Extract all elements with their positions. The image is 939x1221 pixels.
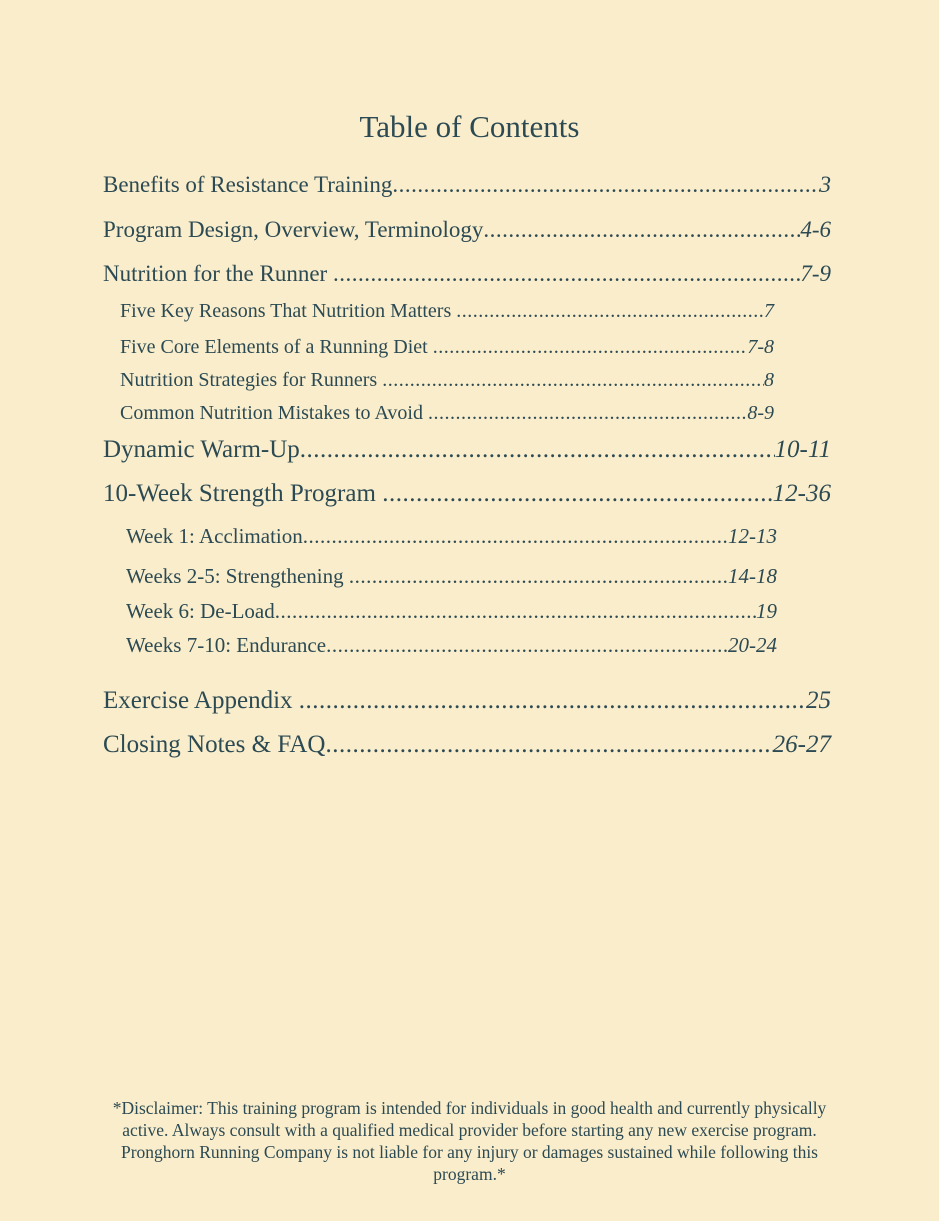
- dot-leader: [333, 261, 800, 287]
- toc-entry-pages: 25: [806, 687, 831, 714]
- toc-entry-label: Weeks 2-5: Strengthening: [126, 564, 349, 588]
- toc-entry-label: Dynamic Warm-Up: [103, 436, 300, 463]
- toc-entry-label: Five Core Elements of a Running Diet: [120, 336, 433, 358]
- toc-subentry-week-1: [126, 525, 777, 548]
- table-of-contents: [0, 172, 939, 759]
- toc-entry-pages: 7-9: [800, 261, 831, 286]
- dot-leader: [382, 480, 772, 508]
- dot-leader: [325, 731, 772, 759]
- dot-leader: [349, 565, 728, 588]
- dot-leader: [326, 634, 728, 657]
- toc-entry-label: Common Nutrition Mistakes to Avoid: [120, 402, 428, 424]
- dot-leader: [303, 525, 728, 548]
- dot-leader: [433, 336, 748, 359]
- toc-entry-exercise-appendix: [103, 687, 831, 715]
- toc-subentry-weeks-7-10: [126, 634, 777, 657]
- toc-entry-label: Week 1: Acclimation: [126, 524, 303, 548]
- toc-entry-label: Five Key Reasons That Nutrition Matters: [120, 300, 457, 322]
- toc-entry-closing-notes: [103, 731, 831, 759]
- toc-entry-label: Nutrition Strategies for Runners: [120, 369, 383, 391]
- toc-entry-label: Nutrition for the Runner: [103, 261, 333, 286]
- toc-entry-pages: 12-13: [728, 524, 777, 548]
- toc-entry-pages: 10-11: [774, 436, 831, 463]
- toc-entry-label: Closing Notes & FAQ: [103, 731, 326, 758]
- toc-entry-pages: 26-27: [772, 731, 831, 758]
- dot-leader: [275, 600, 756, 623]
- dot-leader: [382, 369, 764, 392]
- toc-entry-strength-program: [103, 480, 831, 508]
- page-title: Table of Contents: [359, 109, 580, 144]
- dot-leader: [456, 300, 764, 323]
- toc-entry-pages: 19: [756, 599, 777, 623]
- toc-entry-benefits: [103, 172, 831, 198]
- toc-entry-pages: 4-6: [800, 217, 831, 242]
- toc-subentry-common-mistakes: [120, 402, 774, 425]
- toc-entry-label: 10-Week Strength Program: [103, 480, 383, 507]
- dot-leader: [392, 172, 819, 198]
- toc-entry-label: Week 6: De-Load: [126, 599, 275, 623]
- toc-entry-label: Benefits of Resistance Training: [103, 172, 393, 197]
- toc-subentry-five-core-elements: [120, 336, 774, 359]
- disclaimer-text: *Disclaimer: This training program is intended for individuals in good health and currently physically active. Always consult with a qualified medical provider before starting any new exercise program. Pronghorn Running Company is not liable for any injury or damages sustained while following this program.*: [112, 1098, 827, 1184]
- toc-subentry-week-6: [126, 600, 777, 623]
- toc-entry-label: Weeks 7-10: Endurance: [126, 633, 327, 657]
- toc-entry-pages: 8: [764, 369, 774, 391]
- toc-entry-nutrition: [103, 261, 831, 287]
- toc-entry-program-design: [103, 217, 831, 243]
- dot-leader: [483, 217, 800, 243]
- toc-entry-pages: 8-9: [747, 402, 774, 424]
- page-footer: [0, 1097, 939, 1185]
- toc-subentry-weeks-2-5: [126, 565, 777, 588]
- toc-entry-pages: 20-24: [728, 633, 777, 657]
- toc-entry-label: Exercise Appendix: [103, 687, 299, 714]
- toc-entry-pages: 12-36: [772, 480, 831, 507]
- toc-entry-label: Program Design, Overview, Terminology: [103, 217, 484, 242]
- toc-entry-dynamic-warmup: [103, 436, 831, 464]
- toc-subentry-nutrition-strategies: [120, 369, 774, 392]
- toc-entry-pages: 7: [764, 300, 774, 322]
- dot-leader: [299, 687, 806, 715]
- toc-subentry-five-key-reasons: [120, 300, 774, 323]
- dot-leader: [300, 436, 775, 464]
- toc-entry-pages: 14-18: [728, 564, 777, 588]
- toc-entry-pages: 7-8: [747, 336, 774, 358]
- dot-leader: [428, 402, 747, 425]
- toc-entry-pages: 3: [819, 172, 831, 197]
